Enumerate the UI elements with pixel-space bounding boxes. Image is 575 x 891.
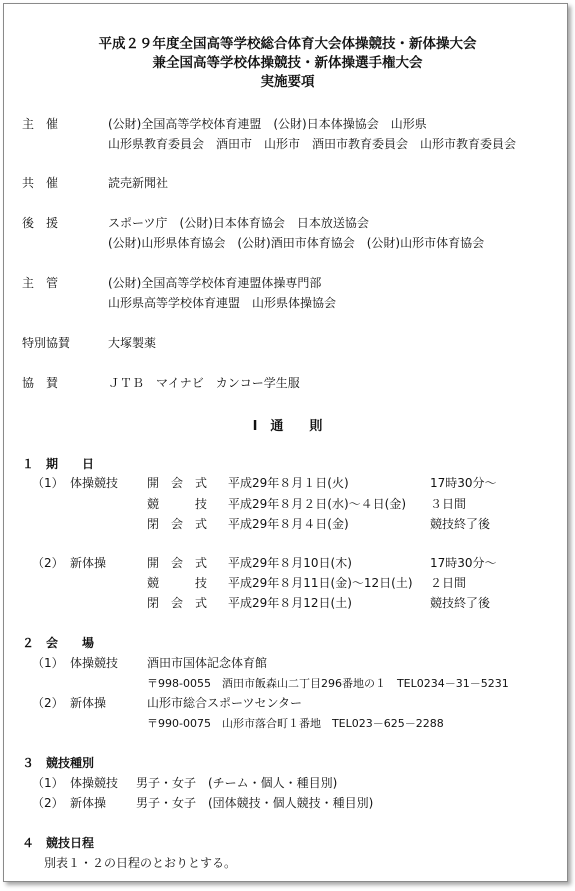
org-label-sponsor: 協 賛 — [22, 376, 59, 390]
venue-item1-venue: 酒田市国体記念体育館 — [147, 656, 268, 670]
dates-group1-name: 体操競技 — [70, 476, 119, 490]
org-cohost-line1: 読売新聞社 — [108, 176, 169, 190]
venue-item1-num: （1） — [32, 656, 64, 670]
heading-schedule: ４ 競技日程 — [22, 836, 95, 850]
org-label-support: 後 援 — [22, 216, 59, 230]
dates-event: 閉 会 式 — [147, 517, 208, 531]
dates-note: ３日間 — [430, 497, 467, 511]
venue-item2-address: 〒990-0075 山形市落合町１番地 TEL023－625－2288 — [147, 717, 444, 730]
org-host-line1: (公財)全国高等学校体育連盟 (公財)日本体操協会 山形県 — [108, 117, 427, 131]
document-title-line1: 平成２９年度全国高等学校総合体育大会体操競技・新体操大会 — [98, 36, 477, 52]
dates-event: 競 技 — [147, 576, 208, 590]
category-item1-name: 体操競技 — [70, 776, 119, 790]
category-item2-num: （2） — [32, 796, 64, 810]
dates-event: 競 技 — [147, 497, 208, 511]
document-title-line3: 実施要項 — [260, 74, 315, 90]
dates-event: 開 会 式 — [147, 476, 208, 490]
dates-date: 平成29年８月１日(火) — [228, 476, 349, 490]
schedule-text: 別表１・２の日程のとおりとする。 — [44, 856, 237, 870]
heading-venue: ２ 会 場 — [22, 636, 95, 650]
dates-date: 平成29年８月２日(水)～４日(金) — [228, 497, 406, 511]
category-item2-desc: 男子・女子 (団体競技・個人競技・種目別) — [136, 796, 374, 810]
dates-note: 17時30分～ — [430, 556, 497, 570]
venue-item2-num: （2） — [32, 696, 64, 710]
heading-dates: １ 期 日 — [22, 457, 95, 471]
dates-note: 17時30分～ — [430, 476, 497, 490]
venue-item1-address: 〒998-0055 酒田市飯森山二丁目296番地の１ TEL0234－31－5231 — [147, 677, 509, 690]
dates-note: 競技終了後 — [430, 596, 491, 610]
section-heading-general: Ⅰ 通 則 — [252, 419, 323, 434]
org-label-manage: 主 管 — [22, 276, 59, 290]
dates-group1-num: （1） — [32, 476, 64, 490]
dates-date: 平成29年８月10日(木) — [228, 556, 352, 570]
org-label-host: 主 催 — [22, 117, 59, 131]
document-title-line2: 兼全国高等学校体操競技・新体操選手権大会 — [152, 55, 423, 71]
org-label-special-sponsor: 特別協賛 — [22, 336, 71, 350]
document-page — [3, 3, 568, 882]
org-label-cohost: 共 催 — [22, 176, 59, 190]
category-item1-desc: 男子・女子 (チーム・個人・種目別) — [136, 776, 338, 790]
dates-note: ２日間 — [430, 576, 467, 590]
org-manage-line1: (公財)全国高等学校体育連盟体操専門部 — [108, 276, 322, 290]
org-special-sponsor-line1: 大塚製薬 — [108, 336, 157, 350]
heading-categories: ３ 競技種別 — [22, 756, 95, 770]
dates-date: 平成29年８月12日(土) — [228, 596, 352, 610]
dates-event: 開 会 式 — [147, 556, 208, 570]
category-item1-num: （1） — [32, 776, 64, 790]
dates-date: 平成29年８月４日(金) — [228, 517, 349, 531]
venue-item2-name: 新体操 — [70, 696, 107, 710]
org-support-line2: (公財)山形県体育協会 (公財)酒田市体育協会 (公財)山形市体育協会 — [108, 236, 485, 250]
dates-event: 閉 会 式 — [147, 596, 208, 610]
org-manage-line2: 山形県高等学校体育連盟 山形県体操協会 — [108, 296, 337, 310]
dates-group2-name: 新体操 — [70, 556, 107, 570]
org-support-line1: スポーツ庁 (公財)日本体育協会 日本放送協会 — [108, 216, 369, 230]
dates-date: 平成29年８月11日(金)～12日(土) — [228, 576, 413, 590]
org-host-line2: 山形県教育委員会 酒田市 山形市 酒田市教育委員会 山形市教育委員会 — [108, 137, 517, 151]
dates-group2-num: （2） — [32, 556, 64, 570]
venue-item2-venue: 山形市総合スポーツセンター — [147, 696, 303, 710]
category-item2-name: 新体操 — [70, 796, 107, 810]
venue-item1-name: 体操競技 — [70, 656, 119, 670]
dates-note: 競技終了後 — [430, 517, 491, 531]
org-sponsor-line1: ＪＴＢ マイナビ カンコー学生服 — [108, 376, 300, 390]
